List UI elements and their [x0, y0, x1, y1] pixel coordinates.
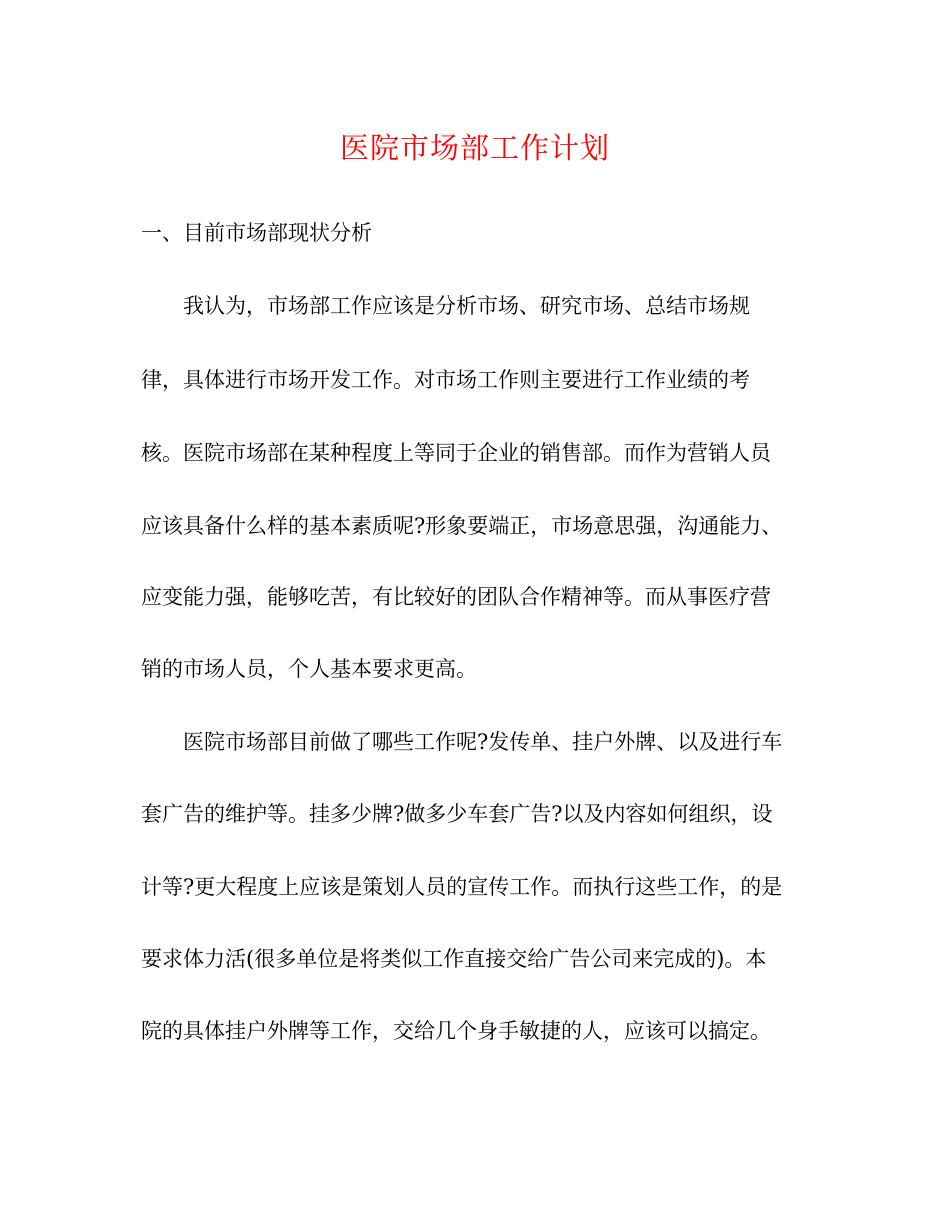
- paragraph-line: 计等?更大程度上应该是策划人员的宣传工作。而执行这些工作，的是: [141, 875, 783, 899]
- paragraph-line: 院的具体挂户外牌等工作，交给几个身手敏捷的人，应该可以搞定。: [141, 1019, 771, 1043]
- paragraph-line: 应该具备什么样的基本素质呢?形象要端正，市场意思强，沟通能力、: [141, 514, 783, 538]
- paragraph-line: 套广告的维护等。挂多少牌?做多少车套广告?以及内容如何组织，设: [141, 802, 773, 826]
- section-heading: 一、目前市场部现状分析: [141, 221, 372, 245]
- paragraph-line: 销的市场人员，个人基本要求更高。: [141, 657, 477, 681]
- paragraph-line: 应变能力强，能够吃苦，有比较好的团队合作精神等。而从事医疗营: [141, 585, 771, 609]
- paragraph-line: 要求体力活(很多单位是将类似工作直接交给广告公司来完成的)。本: [141, 947, 767, 971]
- paragraph-line: 律，具体进行市场开发工作。对市场工作则主要进行工作业绩的考: [141, 368, 750, 392]
- paragraph-line: 我认为，市场部工作应该是分析市场、研究市场、总结市场规: [183, 294, 750, 318]
- paragraph-line: 医院市场部目前做了哪些工作呢?发传单、挂户外牌、以及进行车: [183, 730, 783, 754]
- document-title: 医院市场部工作计划: [339, 131, 610, 165]
- paragraph-line: 核。医院市场部在某种程度上等同于企业的销售部。而作为营销人员: [141, 441, 771, 465]
